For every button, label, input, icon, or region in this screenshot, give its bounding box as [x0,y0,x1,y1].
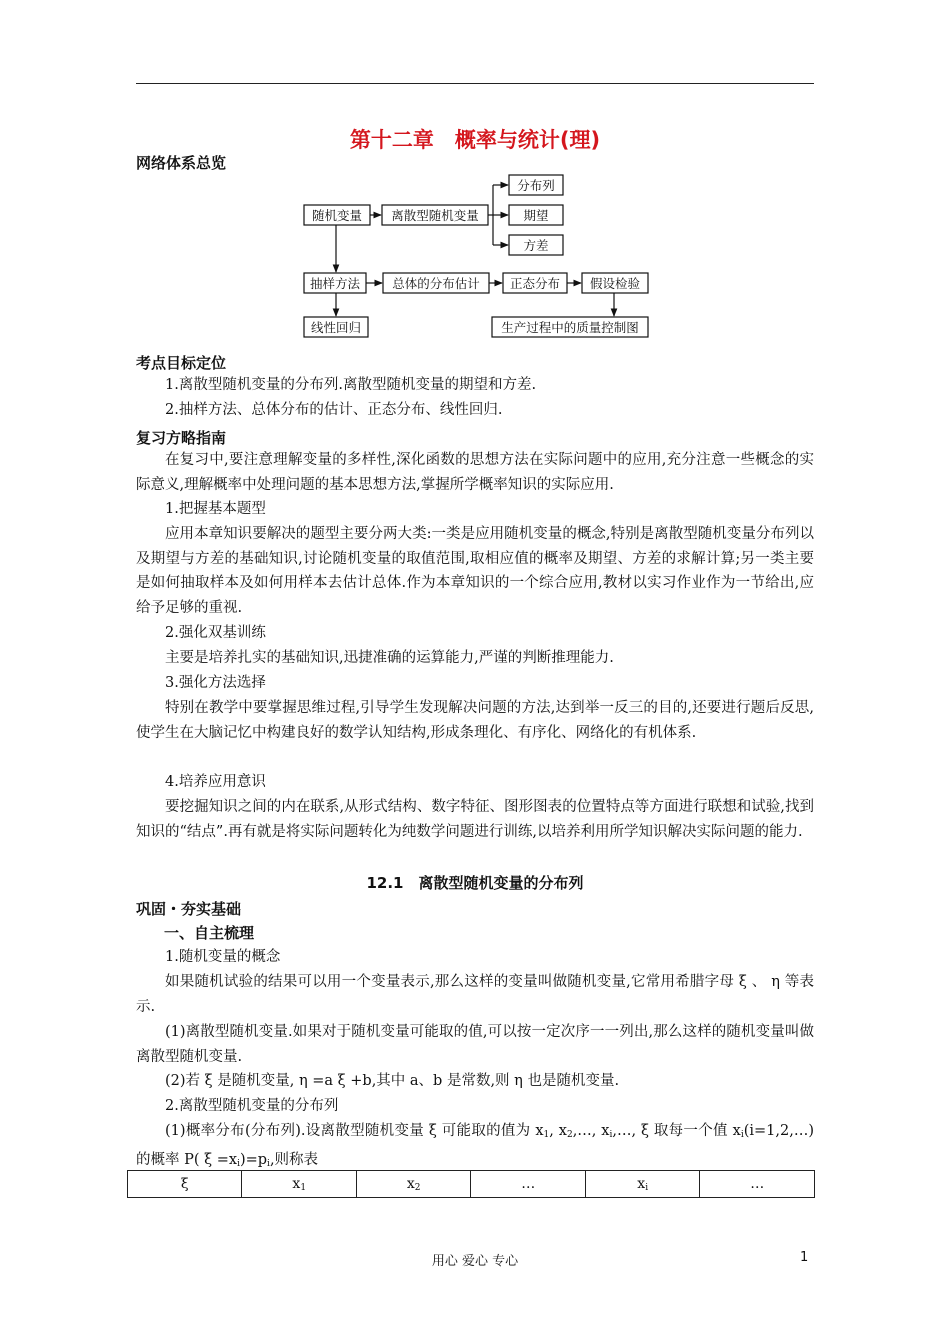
content-paragraph-3: (2)若 ξ 是随机变量, η =a ξ +b,其中 a、b 是常数,则 η 也是随机变量. [165,1073,620,1089]
label-hypothesis-test: 假设检验 [589,276,641,291]
guide-paragraph-3: 特别在教学中要掌握思维过程,引导学生发现解决问题的方法,达到举一反三的目的,还要进行题后反思,使学生在大脑记忆中构建良好的数学认知结构,形成条理化、有序化、网络化的有机体系. [136,700,814,741]
guide-paragraph-1: 应用本章知识要解决的题型主要分两大类:一类是应用随机变量的概念,特别是离散型随机变量分布列以及期望与方差的基础知识,讨论随机变量的取值范围,取相应值的概率及期望、方差的求解计算;另一类主要是如何抽取样本及如何用样本去估计总体.作为本章知识的一个综合应用,教材以实习作业作为一节给出,应给予足够的重视. [136,526,814,616]
table-row [128,1171,815,1198]
content-paragraph-4: (1)概率分布(分布列).设离散型随机变量 ξ 可能取的值为 $x_1$, $x_2,\dots$, $x_i,\dots$, ξ 取每一个值 $x_i(i=1,2,\dots)$的概率 P( $\xi =x_i)=p_i$,则称表 [136,1123,814,1169]
section-review-guide: 复习方略指南 [136,429,227,447]
label-population-estimate: 总体的分布估计 [392,276,480,291]
page-number: 1 [800,1250,809,1265]
goal-1: 1.离散型随机变量的分布列.离散型随机变量的期望和方差. [165,377,537,393]
distribution-table [127,1170,815,1198]
label-sampling-method: 抽样方法 [309,276,361,291]
goal-2: 2.抽样方法、总体分布的估计、正态分布、线性回归. [165,402,503,418]
content-heading-2: 2.离散型随机变量的分布列 [165,1098,339,1114]
guide-heading-1: 1.把握基本题型 [165,501,266,517]
guide-heading-4: 4.培养应用意识 [165,774,266,790]
table-cell-xi-sub: $x_i$ [585,1171,699,1198]
label-random-variable: 随机变量 [311,208,363,223]
guide-intro: 在复习中,要注意理解变量的多样性,深化函数的思想方法在实际问题中的应用,充分注意一些概念的实际意义,理解概率中处理问题的基本思想方法,掌握所学概率知识的实际应用. [136,452,814,493]
table-cell-ellipsis-2: … [700,1171,815,1198]
section-exam-goals: 考点目标定位 [136,354,227,372]
label-variance: 方差 [523,238,549,253]
header-rule [136,83,814,84]
label-linear-regression: 线性回归 [310,320,362,335]
section-consolidate: 巩固・夯实基础 [136,900,242,918]
label-distribution-list: 分布列 [517,178,555,193]
page-footer: 用心 爱心 专心 [431,1254,519,1269]
label-normal-distribution: 正态分布 [509,276,561,291]
table-cell-x2: $x_2$ [356,1171,470,1198]
table-cell-xi: ξ [128,1171,242,1198]
section-network-overview: 网络体系总览 [136,154,227,172]
content-heading-1: 1.随机变量的概念 [165,949,281,965]
chapter-title: 第十二章 概率与统计(理) [349,128,601,152]
content-paragraph-2: (1)离散型随机变量.如果对于随机变量可能取的值,可以按一定次序一一列出,那么这样的随机变量叫做离散型随机变量. [136,1024,814,1065]
label-discrete-random-variable: 离散型随机变量 [391,208,479,223]
guide-heading-2: 2.强化双基训练 [165,625,266,641]
guide-paragraph-2: 主要是培养扎实的基础知识,迅捷准确的运算能力,严谨的判断推理能力. [165,650,614,666]
guide-paragraph-4: 要挖掘知识之间的内在联系,从形式结构、数字特征、图形图表的位置特点等方面进行联想和试验,找到知识的“结点”.再有就是将实际问题转化为纯数学问题进行训练,以培养利用所学知识解决实际问题的能力. [136,799,814,840]
section-12-1-title: 12.1 离散型随机变量的分布列 [366,874,584,892]
label-quality-control: 生产过程中的质量控制图 [501,320,639,335]
concept-diagram [296,168,656,343]
content-paragraph-1: 如果随机试验的结果可以用一个变量表示,那么这样的变量叫做随机变量,它常用希腊字母 ξ 、 η 等表示. [136,974,814,1015]
label-expectation: 期望 [523,208,549,223]
guide-heading-3: 3.强化方法选择 [165,675,266,691]
section-self-review: 一、自主梳理 [164,924,255,942]
table-cell-x1: $x_1$ [242,1171,356,1198]
table-cell-ellipsis-1: … [471,1171,585,1198]
